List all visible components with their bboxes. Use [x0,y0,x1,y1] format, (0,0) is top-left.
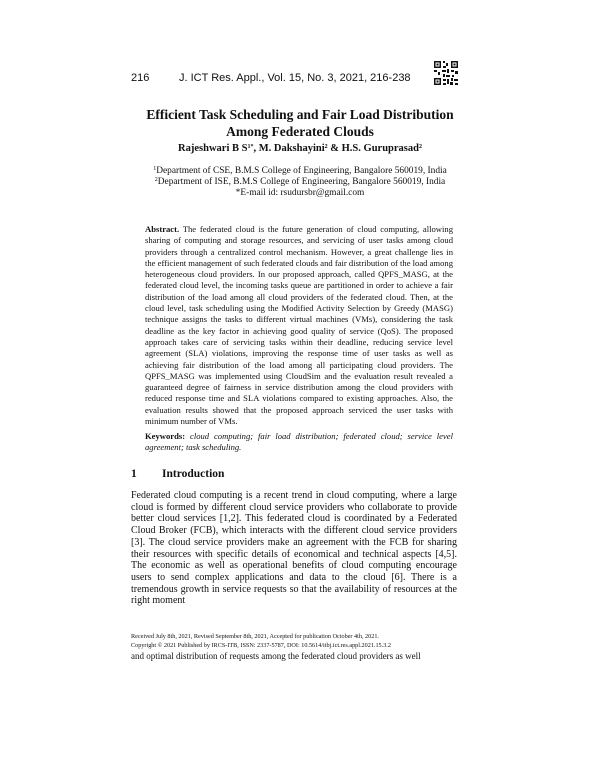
corresponding-email: *E-mail id: rsudursbr@gmail.com [235,188,365,198]
qr-code-icon [433,60,459,86]
author-1-marker: 1* [247,144,254,150]
title-line-1: Efficient Task Scheduling and Fair Load Distribution [146,107,454,122]
keywords-text: cloud computing; fair load distribution; federated cloud; service level agreement; task scheduling. [145,431,453,453]
author-list [100,143,500,154]
abstract [145,224,453,427]
page-number: 216 [131,72,150,84]
paper-title [100,106,500,140]
author-2: M. Dakshayini [258,143,325,154]
author-separator-1: , [253,143,259,154]
title-line-2: Among Federated Clouds [226,124,374,139]
keywords-label: Keywords: [145,431,186,441]
author-1: Rajeshwari B S [178,143,248,154]
running-header [131,72,471,90]
footnote-dates: Received July 8th, 2021, Revised September 8th, 2021, Accepted for publication October 4th, 2021. [131,633,379,640]
introduction-continued-line: and optimal distribution of requests among the federated cloud providers as well [131,651,421,661]
author-separator-2: & [327,143,342,154]
section-title: Introduction [162,468,225,480]
section-heading [131,468,224,480]
introduction-paragraph: Federated cloud computing is a recent trend in cloud computing, where a large cloud is formed by different cloud service providers who collaborate to provide better cloud services [1,2]. This federated cloud is coordinated by a Federated Cloud Broker (FCB), which interacts with the different cloud service providers [3]. The cloud service providers make an agreement with the FCB for sharing their resources with specific details of economical and technical aspects [4,5]. The economic as well as operational benefits of cloud computing encourage users to send complex applications and data to the cloud [6]. There is a tremendous growth in service requests so that the availability of resources at the right moment [131,490,457,607]
keywords [145,431,453,454]
section-number: 1 [131,468,137,480]
journal-citation: J. ICT Res. Appl., Vol. 15, No. 3, 2021, 216-238 [179,72,411,84]
abstract-text: The federated cloud is the future generation of cloud computing, allowing sharing of computing and storage resources, and servicing of user tasks among cloud providers through a centralized control mechanism. However, a great challenge lies in the efficient management of such federated clouds and fair distribution of the load among heterogeneous cloud providers. In our proposed approach, called QPFS_MASG, at the federated cloud level, the incoming tasks queue are partitioned in order to achieve a fair distribution of the load among all cloud providers of the federated cloud. Then, at the cloud level, task scheduling using the Modified Activity Selection by Greedy (MASG) technique assigns the tasks to different virtual machines (VMs), considering the task deadline as the key factor in achieving good quality of service (QoS). The proposed approach takes care of servicing tasks within their deadline, reducing service level agreement (SLA) violations, improving the response time of user tasks as well as achieving fair distribution of the load among all participating cloud providers. The QPFS_MASG was implemented using CloudSim and the evaluation result revealed a guaranteed degree of fairness in service distribution among the cloud providers with reduced response time and SLA violations compared to existing approaches. Also, the evaluation results showed that the proposed approach serviced the user tasks with minimum number of VMs. [145,224,453,427]
author-2-marker: 2 [324,144,328,150]
abstract-label: Abstract. [145,224,180,234]
author-3-marker: 2 [418,144,422,150]
footnote-copyright: Copyright © 2021 Published by IRCS-ITB, ISSN: 2337-5787, DOI: 10.5614/itbj.ict.res.appl.2021.15.3.2 [131,641,391,649]
publication-footnote [131,633,471,650]
affiliation-1: $^1$Department of CSE, B.M.S College of Engineering, Bangalore 560019, India [153,166,447,176]
affiliations [100,166,500,199]
author-3: H.S. Guruprasad [341,143,419,154]
affiliation-2: $^2$Department of ISE, B.M.S College of Engineering, Bangalore 560019, India [154,177,446,187]
